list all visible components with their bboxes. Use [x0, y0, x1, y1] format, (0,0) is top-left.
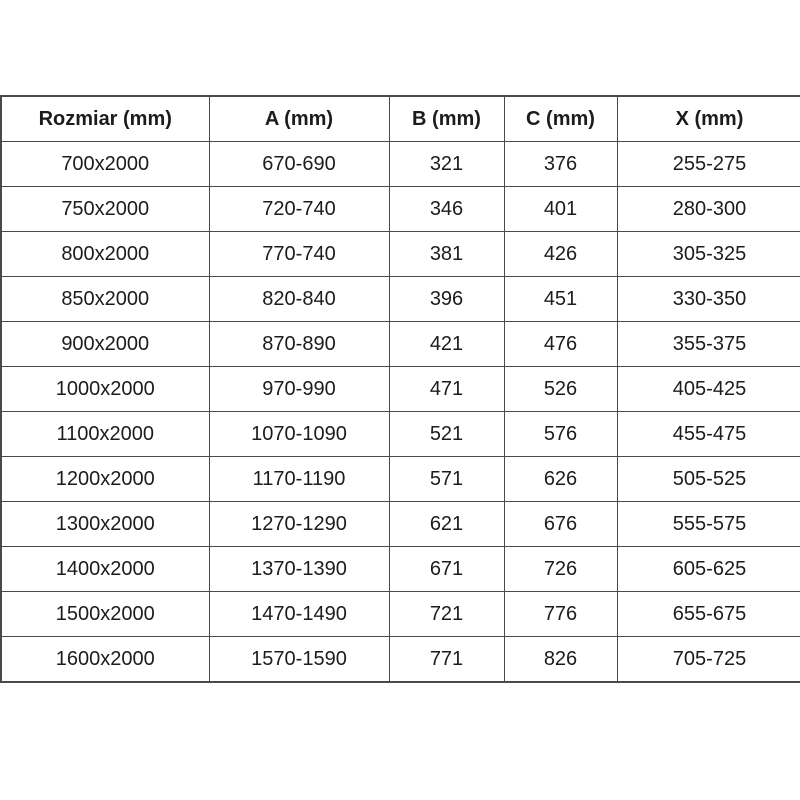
table-cell: 900x2000 [1, 322, 209, 367]
table-cell: 750x2000 [1, 187, 209, 232]
table-cell: 401 [504, 187, 617, 232]
table-cell: 1100x2000 [1, 412, 209, 457]
table-cell: 426 [504, 232, 617, 277]
table-header-row [1, 96, 800, 142]
table-cell: 800x2000 [1, 232, 209, 277]
table-row [1, 502, 800, 547]
table-cell: 1300x2000 [1, 502, 209, 547]
table-cell: 330-350 [617, 277, 800, 322]
table-cell: 770-740 [209, 232, 389, 277]
table-cell: 1000x2000 [1, 367, 209, 412]
table-cell: 280-300 [617, 187, 800, 232]
table-cell: 776 [504, 592, 617, 637]
table-cell: 555-575 [617, 502, 800, 547]
table-cell: 1400x2000 [1, 547, 209, 592]
table-cell: 676 [504, 502, 617, 547]
table-cell: 721 [389, 592, 504, 637]
table-cell: 1500x2000 [1, 592, 209, 637]
table-cell: 970-990 [209, 367, 389, 412]
table-cell: 1600x2000 [1, 637, 209, 683]
table-cell: 255-275 [617, 142, 800, 187]
column-header: A (mm) [209, 96, 389, 142]
table-cell: 850x2000 [1, 277, 209, 322]
table-row [1, 142, 800, 187]
table-cell: 505-525 [617, 457, 800, 502]
table-cell: 571 [389, 457, 504, 502]
table-cell: 476 [504, 322, 617, 367]
table-row [1, 412, 800, 457]
column-header: B (mm) [389, 96, 504, 142]
column-header: Rozmiar (mm) [1, 96, 209, 142]
table-row [1, 232, 800, 277]
table-cell: 771 [389, 637, 504, 683]
table-cell: 421 [389, 322, 504, 367]
table-cell: 720-740 [209, 187, 389, 232]
table-row [1, 457, 800, 502]
table-cell: 1070-1090 [209, 412, 389, 457]
table-row [1, 187, 800, 232]
table-cell: 626 [504, 457, 617, 502]
table-cell: 355-375 [617, 322, 800, 367]
table-cell: 1170-1190 [209, 457, 389, 502]
table-cell: 576 [504, 412, 617, 457]
table-cell: 1270-1290 [209, 502, 389, 547]
table-cell: 655-675 [617, 592, 800, 637]
table-cell: 455-475 [617, 412, 800, 457]
table-cell: 471 [389, 367, 504, 412]
table-cell: 521 [389, 412, 504, 457]
table-cell: 705-725 [617, 637, 800, 683]
table-cell: 726 [504, 547, 617, 592]
table-cell: 621 [389, 502, 504, 547]
table-row [1, 637, 800, 683]
table-row [1, 367, 800, 412]
table-body [1, 142, 800, 683]
table-cell: 820-840 [209, 277, 389, 322]
table-cell: 321 [389, 142, 504, 187]
table-cell: 1200x2000 [1, 457, 209, 502]
table-cell: 605-625 [617, 547, 800, 592]
table-row [1, 592, 800, 637]
table-row [1, 277, 800, 322]
table-cell: 381 [389, 232, 504, 277]
dimension-table-container [0, 95, 800, 683]
table-header [1, 96, 800, 142]
column-header: C (mm) [504, 96, 617, 142]
table-cell: 451 [504, 277, 617, 322]
table-cell: 671 [389, 547, 504, 592]
dimension-table [0, 95, 800, 683]
table-cell: 526 [504, 367, 617, 412]
table-cell: 346 [389, 187, 504, 232]
table-cell: 670-690 [209, 142, 389, 187]
table-cell: 376 [504, 142, 617, 187]
table-cell: 826 [504, 637, 617, 683]
table-cell: 1570-1590 [209, 637, 389, 683]
table-cell: 700x2000 [1, 142, 209, 187]
table-cell: 305-325 [617, 232, 800, 277]
table-cell: 1370-1390 [209, 547, 389, 592]
table-cell: 396 [389, 277, 504, 322]
table-cell: 1470-1490 [209, 592, 389, 637]
table-cell: 870-890 [209, 322, 389, 367]
table-row [1, 547, 800, 592]
table-row [1, 322, 800, 367]
column-header: X (mm) [617, 96, 800, 142]
table-cell: 405-425 [617, 367, 800, 412]
